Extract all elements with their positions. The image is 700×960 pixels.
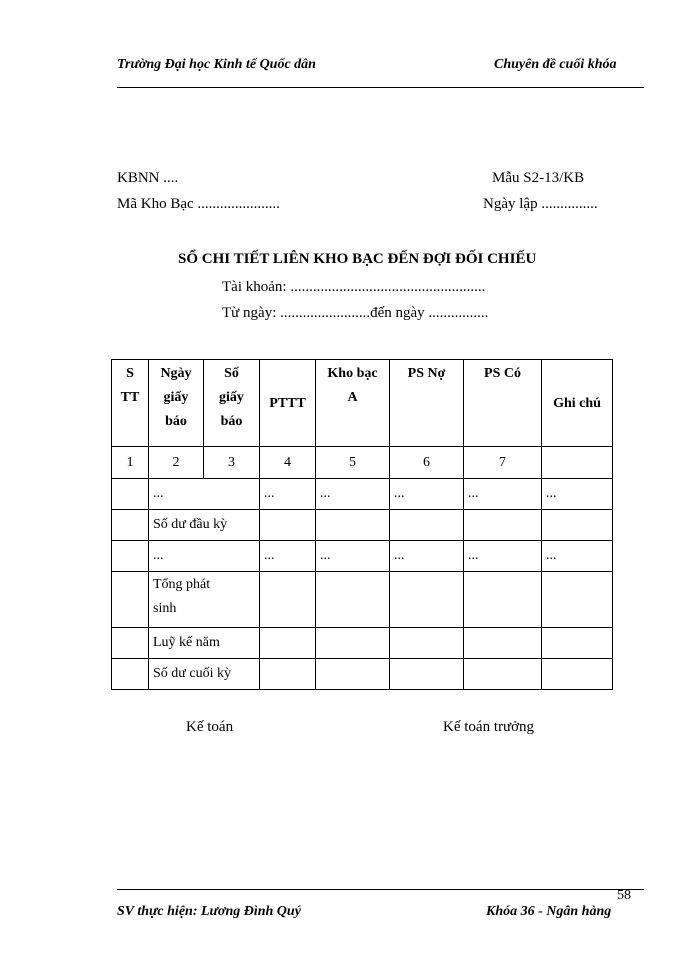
table-cell [542, 572, 613, 628]
row-label: Số dư cuối kỳ [149, 659, 260, 690]
header-rule [117, 87, 644, 88]
table-cell [260, 659, 316, 690]
table-cell: ... [464, 479, 542, 510]
table-cell: ... [464, 541, 542, 572]
column-number: 6 [390, 447, 464, 479]
footer-class: Khóa 36 - Ngân hàng [486, 904, 612, 919]
header-school: Trường Đại học Kinh tế Quốc dân [117, 57, 316, 72]
page-number: 58 [617, 888, 631, 903]
ma-kho-bac-label: Mã Kho Bạc ...................... [117, 196, 280, 212]
column-number-row [112, 447, 613, 479]
footer-student: SV thực hiện: Lương Đình Quý [117, 904, 301, 919]
ledger-table [111, 359, 613, 690]
row-label: Tổng phát sinh [149, 572, 260, 628]
ngay-lap-label: Ngày lập ............... [483, 196, 598, 212]
signature-ke-toan-truong: Kế toán trưởng [443, 719, 535, 735]
table-cell: ... [316, 541, 390, 572]
row-label: Số dư đầu kỳ [149, 510, 260, 541]
column-number: 3 [204, 447, 260, 479]
table-row [112, 659, 613, 690]
table-row [112, 572, 613, 628]
column-number: 5 [316, 447, 390, 479]
table-cell [316, 659, 390, 690]
table-row [112, 541, 613, 572]
header-course: Chuyên đề cuối khóa [494, 57, 617, 72]
table-cell: ... [260, 541, 316, 572]
form-code: Mẫu S2-13/KB [492, 170, 585, 186]
column-number: 1 [112, 447, 149, 479]
table-cell: ... [542, 479, 613, 510]
table-cell [542, 628, 613, 659]
table-header-row [112, 360, 613, 447]
column-number: 4 [260, 447, 316, 479]
table-cell [464, 659, 542, 690]
table-cell: ... [260, 479, 316, 510]
column-number: 7 [464, 447, 542, 479]
table-cell [390, 628, 464, 659]
header-kho-bac-a: Kho bạc A [316, 360, 390, 447]
table-cell: ... [390, 479, 464, 510]
table-row [112, 510, 613, 541]
row-label: ... [149, 479, 260, 510]
table-row [112, 479, 613, 510]
row-label: Luỹ kế năm [149, 628, 260, 659]
table-cell [316, 510, 390, 541]
table-cell [316, 628, 390, 659]
header-pttt: PTTT [260, 360, 316, 447]
table-cell [260, 510, 316, 541]
column-number [542, 447, 613, 479]
header-ps-no: PS Nợ [390, 360, 464, 447]
date-range-line: Từ ngày: ........................đến ngày ................ [222, 305, 489, 321]
header-ps-co: PS Có [464, 360, 542, 447]
header-ghi-chu: Ghi chú [542, 360, 613, 447]
header-ngay-giay-bao: Ngày giấy báo [149, 360, 204, 447]
table-cell [542, 510, 613, 541]
footer-rule [117, 889, 644, 890]
table-cell [260, 572, 316, 628]
table-cell [316, 572, 390, 628]
table-cell [464, 628, 542, 659]
table-cell [260, 628, 316, 659]
header-stt: S TT [112, 360, 149, 447]
column-number: 2 [149, 447, 204, 479]
table-cell: ... [390, 541, 464, 572]
table-cell [464, 510, 542, 541]
signature-ke-toan: Kế toán [186, 719, 234, 735]
table-cell: ... [542, 541, 613, 572]
table-cell: ... [316, 479, 390, 510]
table-row [112, 628, 613, 659]
kbnn-label: KBNN .... [117, 170, 179, 186]
table-cell [542, 659, 613, 690]
table-cell [390, 659, 464, 690]
document-title: SỔ CHI TIẾT LIÊN KHO BẠC ĐẾN ĐỢI ĐỐI CHIẾU [178, 251, 537, 267]
tai-khoan-line: Tài khoản: .................................................... [222, 279, 486, 295]
header-so-giay-bao: Số giấy báo [204, 360, 260, 447]
table-cell [464, 572, 542, 628]
row-label: ... [149, 541, 260, 572]
table-cell [390, 510, 464, 541]
table-cell [390, 572, 464, 628]
